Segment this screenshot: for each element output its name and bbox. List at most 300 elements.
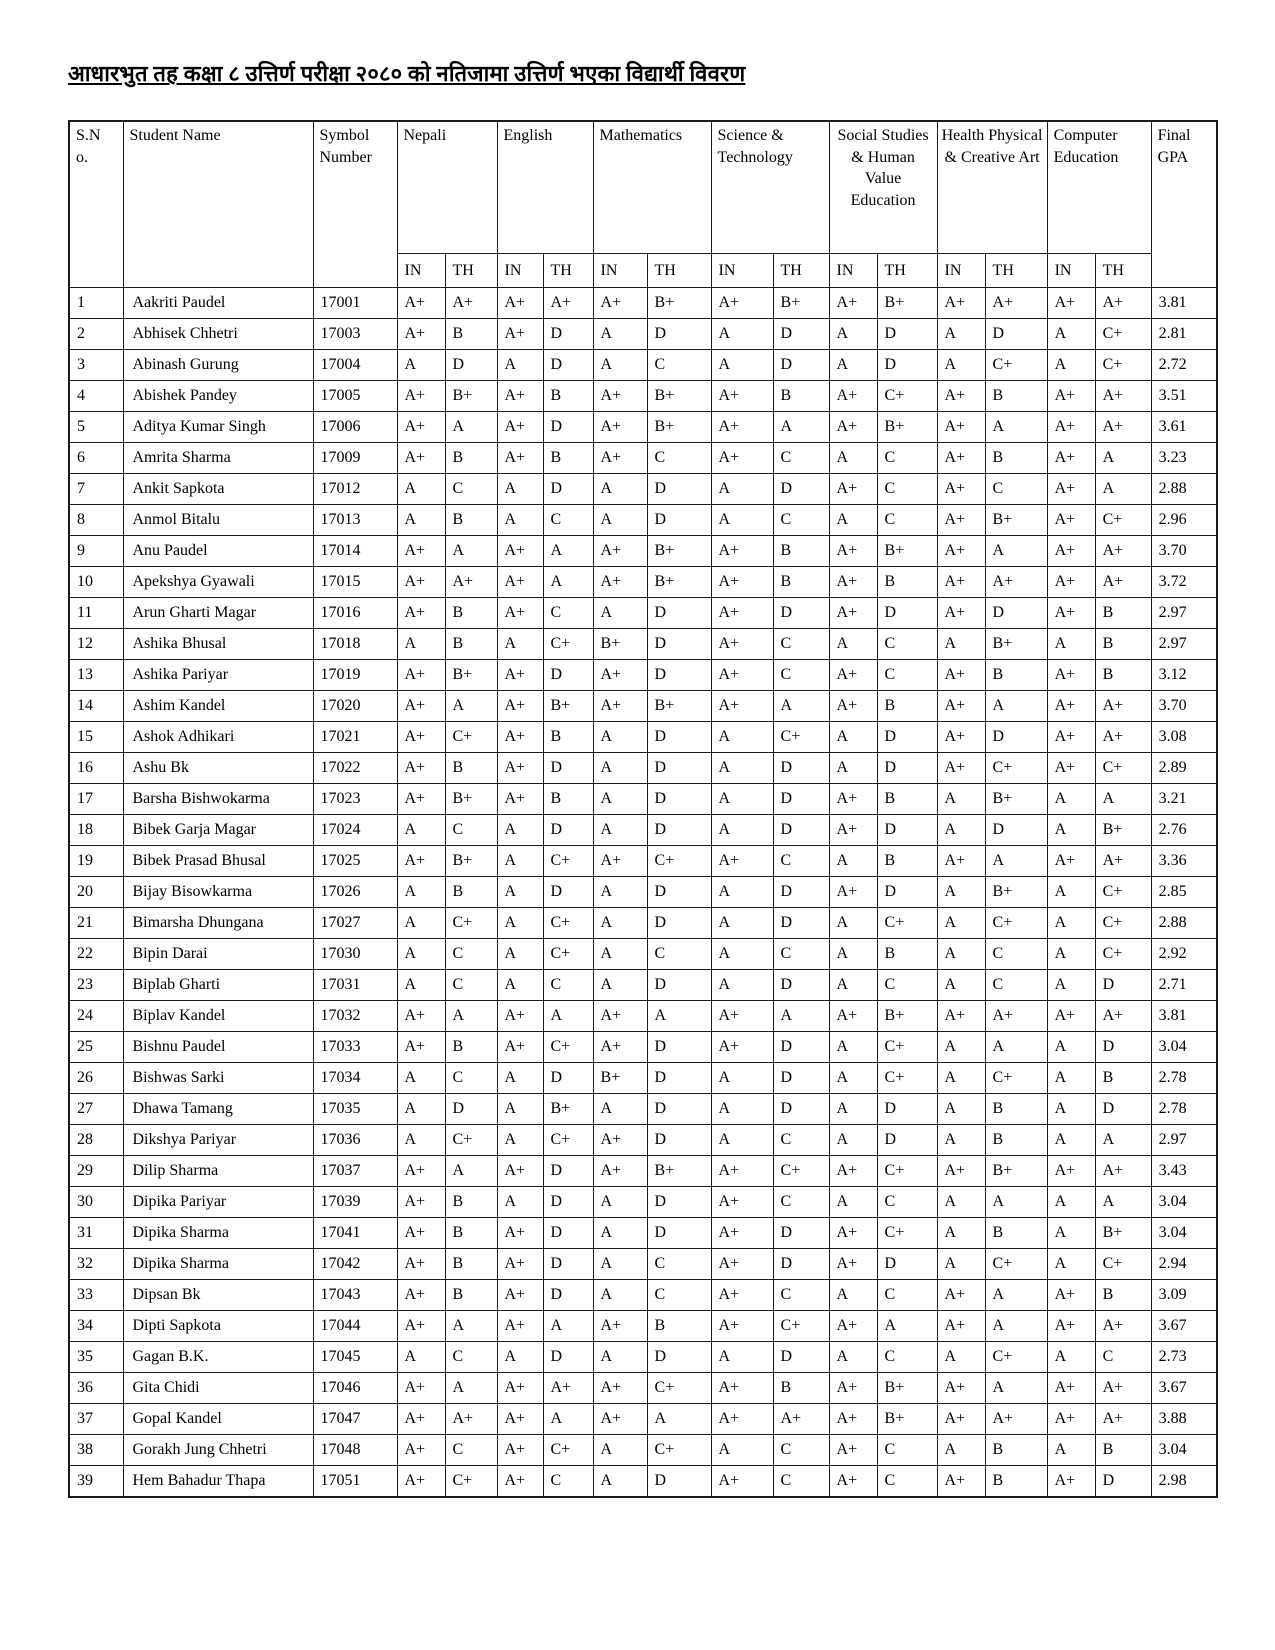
grade-cell: B+ <box>877 1373 937 1404</box>
table-row <box>69 815 1217 846</box>
grade-cell: A+ <box>937 288 985 319</box>
final-gpa-cell: 3.12 <box>1151 660 1217 691</box>
grade-cell: A+ <box>497 1032 543 1063</box>
grade-cell: A+ <box>937 412 985 443</box>
grade-cell: A+ <box>497 722 543 753</box>
grade-cell: D <box>1095 970 1151 1001</box>
grade-cell: C+ <box>445 1466 497 1498</box>
grade-cell: B <box>985 1435 1047 1466</box>
grade-cell: A+ <box>1047 1156 1095 1187</box>
table-row <box>69 629 1217 660</box>
sno-cell: 37 <box>69 1404 123 1435</box>
grade-cell: A <box>445 691 497 722</box>
sno-cell: 13 <box>69 660 123 691</box>
sno-cell: 20 <box>69 877 123 908</box>
grade-cell: A+ <box>829 598 877 629</box>
grade-cell: A <box>937 1218 985 1249</box>
grade-cell: A+ <box>829 1404 877 1435</box>
grade-cell: D <box>647 1032 711 1063</box>
symbol-number-cell: 17045 <box>313 1342 397 1373</box>
grade-cell: C <box>773 939 829 970</box>
sno-cell: 34 <box>69 1311 123 1342</box>
grade-cell: A+ <box>829 536 877 567</box>
grade-cell: A <box>593 908 647 939</box>
grade-cell: C <box>445 474 497 505</box>
grade-cell: A+ <box>1047 474 1095 505</box>
grade-cell: B+ <box>593 629 647 660</box>
table-row <box>69 846 1217 877</box>
grade-cell: C+ <box>1095 753 1151 784</box>
grade-cell: A <box>397 877 445 908</box>
sub-header-in: IN <box>711 254 773 288</box>
grade-cell: A <box>711 970 773 1001</box>
grade-cell: D <box>647 1063 711 1094</box>
grade-cell: B <box>543 443 593 474</box>
grade-cell: A+ <box>497 1249 543 1280</box>
grade-cell: B <box>877 691 937 722</box>
grade-cell: A+ <box>1095 1404 1151 1435</box>
grade-cell: A <box>1095 1187 1151 1218</box>
grade-cell: D <box>773 474 829 505</box>
grade-cell: D <box>877 1094 937 1125</box>
grade-cell: C <box>773 1125 829 1156</box>
grade-cell: C <box>985 474 1047 505</box>
grade-cell: C <box>1095 1342 1151 1373</box>
grade-cell: A+ <box>497 536 543 567</box>
grade-cell: A+ <box>445 567 497 598</box>
grade-cell: A <box>937 1125 985 1156</box>
grade-cell: C+ <box>543 939 593 970</box>
grade-cell: C+ <box>985 1249 1047 1280</box>
table-row <box>69 1249 1217 1280</box>
grade-cell: A+ <box>1047 660 1095 691</box>
grade-cell: A <box>1095 1125 1151 1156</box>
grade-cell: C+ <box>445 908 497 939</box>
grade-cell: A <box>497 939 543 970</box>
grade-cell: A+ <box>937 1373 985 1404</box>
student-name-cell: Gita Chidi <box>123 1373 313 1404</box>
sub-header-th: TH <box>647 254 711 288</box>
sno-cell: 36 <box>69 1373 123 1404</box>
grade-cell: B <box>985 1125 1047 1156</box>
student-name-cell: Amrita Sharma <box>123 443 313 474</box>
grade-cell: A+ <box>497 660 543 691</box>
table-row <box>69 443 1217 474</box>
student-name-cell: Bibek Garja Magar <box>123 815 313 846</box>
grade-cell: A <box>985 691 1047 722</box>
grade-cell: D <box>647 908 711 939</box>
grade-cell: C <box>543 598 593 629</box>
student-name-cell: Bimarsha Dhungana <box>123 908 313 939</box>
sno-cell: 17 <box>69 784 123 815</box>
grade-cell: A <box>985 846 1047 877</box>
sno-cell: 8 <box>69 505 123 536</box>
table-row <box>69 908 1217 939</box>
sno-cell: 25 <box>69 1032 123 1063</box>
grade-cell: A <box>937 319 985 350</box>
grade-cell: A+ <box>829 474 877 505</box>
grade-cell: D <box>647 629 711 660</box>
grade-cell: C <box>877 1280 937 1311</box>
grade-cell: A <box>445 412 497 443</box>
grade-cell: A+ <box>1047 1466 1095 1498</box>
grade-cell: A <box>593 1187 647 1218</box>
student-name-cell: Biplav Kandel <box>123 1001 313 1032</box>
grade-cell: A+ <box>497 691 543 722</box>
student-name-cell: Dipika Pariyar <box>123 1187 313 1218</box>
grade-cell: A+ <box>497 288 543 319</box>
grade-cell: A+ <box>1095 1156 1151 1187</box>
grade-cell: A <box>937 784 985 815</box>
symbol-number-cell: 17047 <box>313 1404 397 1435</box>
grade-cell: A <box>985 1311 1047 1342</box>
grade-cell: A+ <box>593 1404 647 1435</box>
grade-cell: C <box>877 1342 937 1373</box>
table-row <box>69 1094 1217 1125</box>
grade-cell: A+ <box>593 412 647 443</box>
grade-cell: A <box>711 815 773 846</box>
grade-cell: A+ <box>829 1435 877 1466</box>
grade-cell: D <box>543 1342 593 1373</box>
grade-cell: A+ <box>937 660 985 691</box>
grade-cell: C <box>877 1435 937 1466</box>
grade-cell: A+ <box>397 1249 445 1280</box>
grade-cell: B <box>1095 598 1151 629</box>
grade-cell: A+ <box>829 1466 877 1498</box>
grade-cell: D <box>877 319 937 350</box>
grade-cell: A+ <box>1047 1311 1095 1342</box>
grade-cell: D <box>877 877 937 908</box>
grade-cell: C <box>985 939 1047 970</box>
grade-cell: B <box>773 567 829 598</box>
grade-cell: B <box>445 598 497 629</box>
final-gpa-cell: 2.78 <box>1151 1094 1217 1125</box>
grade-cell: A <box>773 691 829 722</box>
grade-cell: B <box>985 1466 1047 1498</box>
grade-cell: A+ <box>593 567 647 598</box>
student-name-cell: Gagan B.K. <box>123 1342 313 1373</box>
grade-cell: A+ <box>397 381 445 412</box>
final-gpa-cell: 3.04 <box>1151 1218 1217 1249</box>
table-row <box>69 660 1217 691</box>
grade-cell: C+ <box>647 846 711 877</box>
grade-cell: B <box>543 722 593 753</box>
grade-cell: A+ <box>829 877 877 908</box>
student-name-cell: Abinash Gurung <box>123 350 313 381</box>
grade-cell: A+ <box>593 443 647 474</box>
final-gpa-cell: 3.23 <box>1151 443 1217 474</box>
grade-cell: A <box>1047 629 1095 660</box>
final-gpa-cell: 2.89 <box>1151 753 1217 784</box>
grade-cell: A+ <box>1047 691 1095 722</box>
grade-cell: C <box>445 815 497 846</box>
grade-cell: A+ <box>1095 691 1151 722</box>
results-table-body <box>69 288 1217 1498</box>
grade-cell: B+ <box>985 1156 1047 1187</box>
student-name-cell: Dipti Sapkota <box>123 1311 313 1342</box>
grade-cell: A <box>829 939 877 970</box>
final-gpa-cell: 3.09 <box>1151 1280 1217 1311</box>
grade-cell: A+ <box>985 288 1047 319</box>
symbol-number-cell: 17042 <box>313 1249 397 1280</box>
table-row <box>69 1373 1217 1404</box>
grade-cell: C+ <box>773 722 829 753</box>
symbol-number-cell: 17037 <box>313 1156 397 1187</box>
table-row <box>69 1187 1217 1218</box>
sno-cell: 38 <box>69 1435 123 1466</box>
grade-cell: A+ <box>593 660 647 691</box>
grade-cell: A <box>1047 1063 1095 1094</box>
table-row <box>69 1342 1217 1373</box>
grade-cell: C+ <box>985 1063 1047 1094</box>
grade-cell: B+ <box>985 877 1047 908</box>
grade-cell: C <box>877 660 937 691</box>
grade-cell: B+ <box>877 536 937 567</box>
grade-cell: D <box>543 660 593 691</box>
sno-cell: 16 <box>69 753 123 784</box>
grade-cell: A+ <box>497 412 543 443</box>
symbol-number-cell: 17001 <box>313 288 397 319</box>
grade-cell: A+ <box>711 536 773 567</box>
final-gpa-cell: 3.70 <box>1151 691 1217 722</box>
grade-cell: C+ <box>647 1373 711 1404</box>
grade-cell: A+ <box>397 753 445 784</box>
grade-cell: A <box>1047 1187 1095 1218</box>
grade-cell: A+ <box>397 846 445 877</box>
grade-cell: B <box>445 319 497 350</box>
grade-cell: A+ <box>497 753 543 784</box>
grade-cell: A <box>497 970 543 1001</box>
grade-cell: D <box>647 1187 711 1218</box>
grade-cell: D <box>647 970 711 1001</box>
symbol-number-cell: 17018 <box>313 629 397 660</box>
grade-cell: A <box>593 1466 647 1498</box>
grade-cell: D <box>773 1218 829 1249</box>
grade-cell: A <box>397 939 445 970</box>
final-gpa-cell: 2.88 <box>1151 908 1217 939</box>
student-name-cell: Dipsan Bk <box>123 1280 313 1311</box>
grade-cell: A+ <box>937 443 985 474</box>
grade-cell: C+ <box>773 1156 829 1187</box>
grade-cell: A+ <box>937 1466 985 1498</box>
grade-cell: A <box>711 784 773 815</box>
grade-cell: A <box>937 350 985 381</box>
grade-cell: C+ <box>543 908 593 939</box>
grade-cell: A+ <box>711 288 773 319</box>
grade-cell: A+ <box>397 722 445 753</box>
grade-cell: A+ <box>711 1156 773 1187</box>
grade-cell: D <box>543 1218 593 1249</box>
grade-cell: C+ <box>985 908 1047 939</box>
final-gpa-cell: 3.72 <box>1151 567 1217 598</box>
table-row <box>69 1156 1217 1187</box>
grade-cell: A+ <box>937 753 985 784</box>
grade-cell: D <box>985 815 1047 846</box>
grade-cell: A <box>593 319 647 350</box>
grade-cell: C+ <box>1095 319 1151 350</box>
final-gpa-cell: 3.51 <box>1151 381 1217 412</box>
grade-cell: C+ <box>773 1311 829 1342</box>
grade-cell: A+ <box>497 784 543 815</box>
grade-cell: A+ <box>497 1466 543 1498</box>
grade-cell: D <box>543 319 593 350</box>
grade-cell: C <box>647 1280 711 1311</box>
grade-cell: A <box>711 939 773 970</box>
table-row <box>69 412 1217 443</box>
grade-cell: A <box>397 908 445 939</box>
grade-cell: A+ <box>397 1218 445 1249</box>
grade-cell: A <box>829 970 877 1001</box>
grade-cell: B+ <box>593 1063 647 1094</box>
grade-cell: A <box>593 350 647 381</box>
grade-cell: B <box>445 505 497 536</box>
grade-cell: A <box>985 412 1047 443</box>
grade-cell: A+ <box>593 1311 647 1342</box>
grade-cell: C <box>877 970 937 1001</box>
grade-cell: B <box>445 1249 497 1280</box>
column-header-nepali: Nepali <box>397 121 497 254</box>
grade-cell: A <box>647 1001 711 1032</box>
grade-cell: A <box>829 1280 877 1311</box>
student-name-cell: Ashim Kandel <box>123 691 313 722</box>
grade-cell: B <box>647 1311 711 1342</box>
student-name-cell: Ankit Sapkota <box>123 474 313 505</box>
grade-cell: D <box>647 1466 711 1498</box>
grade-cell: A+ <box>593 1373 647 1404</box>
grade-cell: B+ <box>647 567 711 598</box>
table-row <box>69 1125 1217 1156</box>
final-gpa-cell: 3.81 <box>1151 1001 1217 1032</box>
grade-cell: C <box>773 1280 829 1311</box>
grade-cell: A <box>497 1187 543 1218</box>
sno-cell: 39 <box>69 1466 123 1498</box>
symbol-number-cell: 17046 <box>313 1373 397 1404</box>
grade-cell: C <box>877 1466 937 1498</box>
sno-cell: 27 <box>69 1094 123 1125</box>
grade-cell: C <box>647 1249 711 1280</box>
grade-cell: A <box>829 319 877 350</box>
grade-cell: B <box>445 1218 497 1249</box>
final-gpa-cell: 3.08 <box>1151 722 1217 753</box>
grade-cell: A <box>711 722 773 753</box>
student-name-cell: Dhawa Tamang <box>123 1094 313 1125</box>
grade-cell: A <box>593 1342 647 1373</box>
grade-cell: A+ <box>1095 381 1151 412</box>
grade-cell: A <box>711 1342 773 1373</box>
final-gpa-cell: 3.70 <box>1151 536 1217 567</box>
grade-cell: A <box>877 1311 937 1342</box>
grade-cell: A+ <box>829 1218 877 1249</box>
table-row <box>69 1466 1217 1498</box>
grade-cell: C <box>773 1435 829 1466</box>
sno-cell: 35 <box>69 1342 123 1373</box>
grade-cell: A <box>937 629 985 660</box>
grade-cell: A+ <box>937 1404 985 1435</box>
grade-cell: A <box>1047 908 1095 939</box>
grade-cell: A <box>593 1218 647 1249</box>
grade-cell: D <box>877 598 937 629</box>
grade-cell: B <box>773 381 829 412</box>
grade-cell: C <box>543 970 593 1001</box>
grade-cell: A+ <box>497 1001 543 1032</box>
symbol-number-cell: 17035 <box>313 1094 397 1125</box>
grade-cell: A+ <box>1047 381 1095 412</box>
grade-cell: D <box>773 350 829 381</box>
grade-cell: C+ <box>1095 350 1151 381</box>
grade-cell: A+ <box>829 1249 877 1280</box>
grade-cell: B+ <box>877 288 937 319</box>
student-name-cell: Biplab Gharti <box>123 970 313 1001</box>
sno-cell: 7 <box>69 474 123 505</box>
grade-cell: A+ <box>397 784 445 815</box>
grade-cell: A <box>593 1280 647 1311</box>
grade-cell: B <box>1095 1063 1151 1094</box>
grade-cell: C <box>445 970 497 1001</box>
table-row <box>69 1001 1217 1032</box>
grade-cell: A <box>711 1435 773 1466</box>
grade-cell: A <box>497 815 543 846</box>
table-row <box>69 1404 1217 1435</box>
grade-cell: A <box>711 908 773 939</box>
grade-cell: B <box>445 443 497 474</box>
symbol-number-cell: 17043 <box>313 1280 397 1311</box>
sub-header-th: TH <box>773 254 829 288</box>
grade-cell: D <box>647 319 711 350</box>
grade-cell: C+ <box>445 722 497 753</box>
symbol-number-cell: 17019 <box>313 660 397 691</box>
grade-cell: B+ <box>1095 815 1151 846</box>
sno-cell: 3 <box>69 350 123 381</box>
grade-cell: A+ <box>1095 1311 1151 1342</box>
grade-cell: C+ <box>1095 505 1151 536</box>
grade-cell: B <box>445 1280 497 1311</box>
grade-cell: C+ <box>877 381 937 412</box>
grade-cell: B+ <box>877 1001 937 1032</box>
grade-cell: A+ <box>1095 567 1151 598</box>
grade-cell: A <box>1047 970 1095 1001</box>
grade-cell: C+ <box>985 350 1047 381</box>
results-table <box>68 120 1218 1498</box>
student-name-cell: Arun Gharti Magar <box>123 598 313 629</box>
grade-cell: A <box>593 939 647 970</box>
symbol-number-cell: 17021 <box>313 722 397 753</box>
grade-cell: A+ <box>711 660 773 691</box>
grade-cell: A+ <box>397 1373 445 1404</box>
grade-cell: A <box>1047 1342 1095 1373</box>
final-gpa-cell: 2.98 <box>1151 1466 1217 1498</box>
grade-cell: A <box>1047 319 1095 350</box>
grade-cell: A <box>593 970 647 1001</box>
grade-cell: B+ <box>877 1404 937 1435</box>
table-row <box>69 319 1217 350</box>
grade-cell: A+ <box>1047 1373 1095 1404</box>
grade-cell: D <box>1095 1032 1151 1063</box>
column-header-science-technology: Science & Technology <box>711 121 829 254</box>
final-gpa-cell: 3.04 <box>1151 1435 1217 1466</box>
grade-cell: A <box>1047 1125 1095 1156</box>
grade-cell: A <box>593 784 647 815</box>
student-name-cell: Ashika Pariyar <box>123 660 313 691</box>
grade-cell: D <box>647 1125 711 1156</box>
grade-cell: A+ <box>397 1032 445 1063</box>
grade-cell: A <box>397 1094 445 1125</box>
symbol-number-cell: 17013 <box>313 505 397 536</box>
grade-cell: A <box>937 908 985 939</box>
grade-cell: A+ <box>829 381 877 412</box>
grade-cell: C+ <box>877 1032 937 1063</box>
sub-header-in: IN <box>937 254 985 288</box>
student-name-cell: Ashok Adhikari <box>123 722 313 753</box>
